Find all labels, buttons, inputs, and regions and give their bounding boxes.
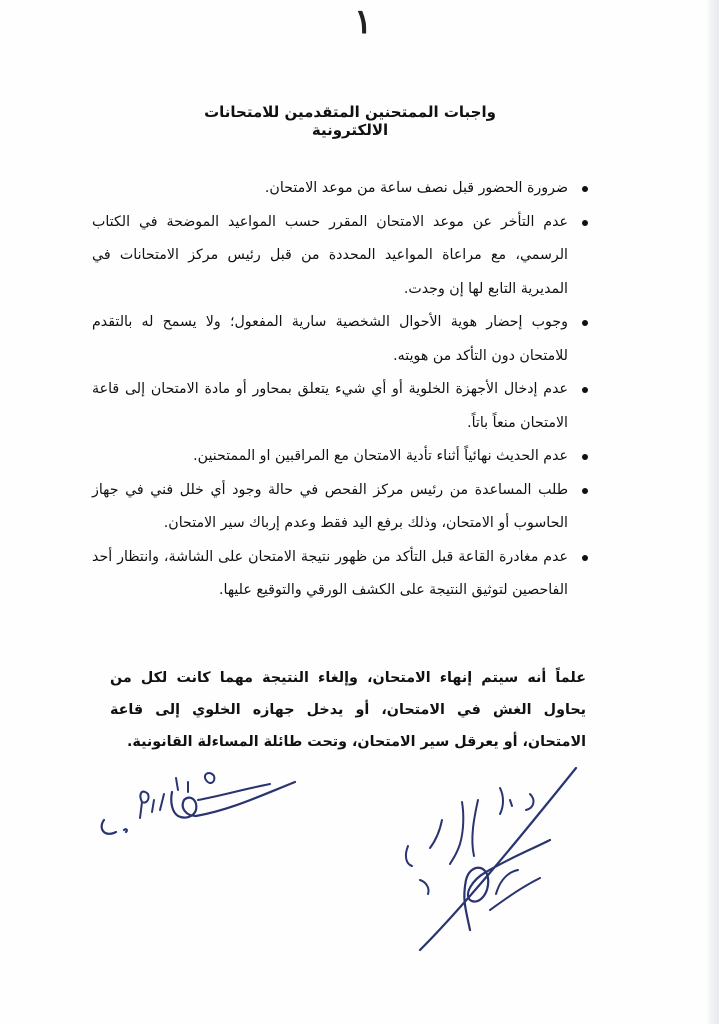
rule-item: ضرورة الحضور قبل نصف ساعة من موعد الامتحان. <box>92 172 590 206</box>
document-title: واجبات الممتحنين المتقدمين للامتحانات الالكترونية <box>204 103 496 139</box>
closing-note: علماً أنه سيتم إنهاء الامتحان، وإلغاء النتيجة مهما كانت لكل من يحاول الغش في الامتحان، أو يدخل جهازه الخلوي إلى قاعة الامتحان، أو يعرقل سير الامتحان، وتحت طائلة المساءلة القانونية. <box>110 670 586 750</box>
rule-item: عدم التأخر عن موعد الامتحان المقرر حسب المواعيد الموضحة في الكتاب الرسمي، مع مراعاة المواعيد المحددة من قبل رئيس مركز الامتحانات في المديرية التابع لها إن وجدت. <box>92 206 590 307</box>
rule-item: عدم مغادرة القاعة قبل التأكد من ظهور نتيجة الامتحان على الشاشة، وانتظار أحد الفاحصين لتوثيق النتيجة على الكشف الورقي والتوقيع عليها. <box>92 541 590 608</box>
handwritten-date-signature <box>90 760 310 850</box>
rule-item: طلب المساعدة من رئيس مركز الفحص في حالة وجود أي خلل فني في جهاز الحاسوب أو الامتحان، وذلك برفع اليد فقط وعدم إرباك سير الامتحان. <box>92 474 590 541</box>
rule-item: عدم إدخال الأجهزة الخلوية أو أي شيء يتعلق بمحاور أو مادة الامتحان إلى قاعة الامتحان منعاً باتاً. <box>92 373 590 440</box>
rule-item: وجوب إحضار هوية الأحوال الشخصية سارية المفعول؛ ولا يسمح له بالتقدم للامتحان دون التأكد من هويته. <box>92 306 590 373</box>
rule-item: عدم الحديث نهائياً أثناء تأدية الامتحان مع المراقبين او الممتحنين. <box>92 440 590 474</box>
page-number: ١ <box>354 2 373 42</box>
handwritten-signature <box>400 760 590 960</box>
page-edge-shadow <box>705 0 719 1024</box>
rules-list <box>92 172 590 608</box>
